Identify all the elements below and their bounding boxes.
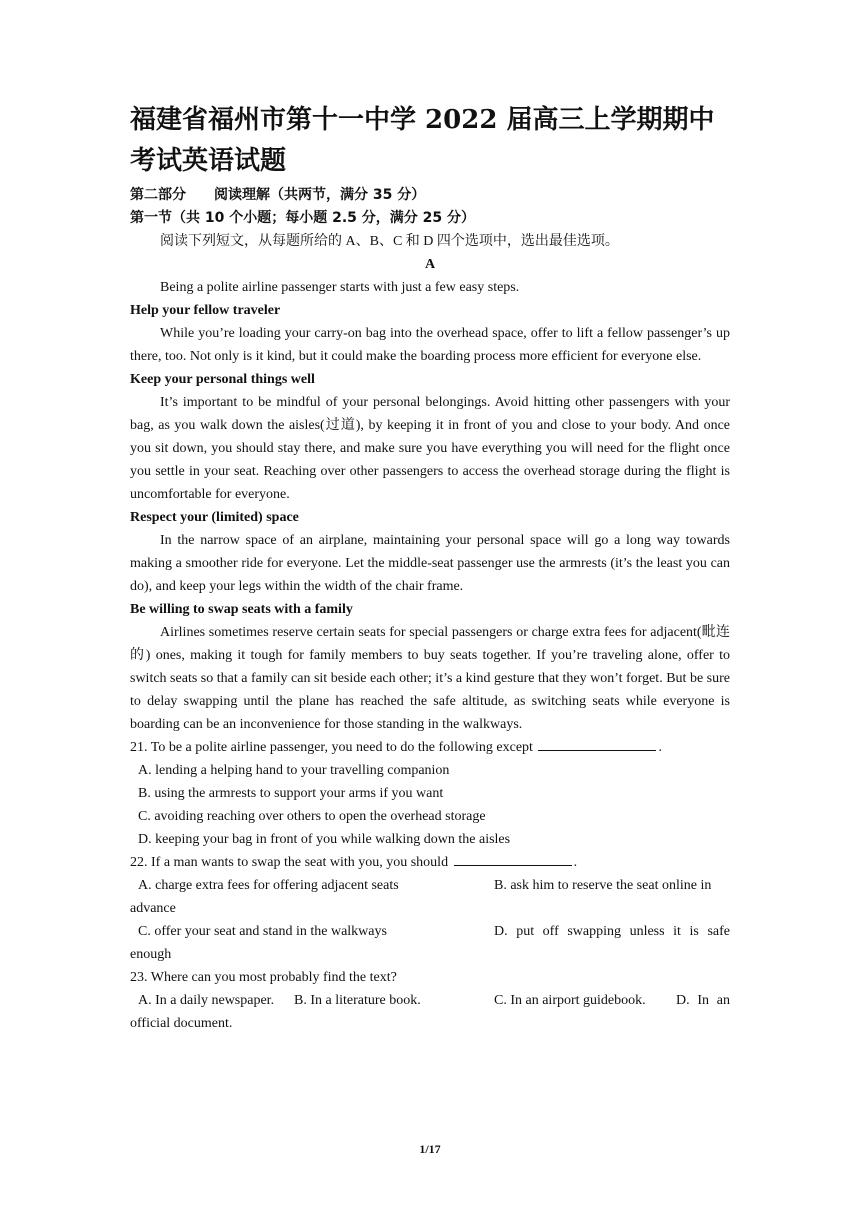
q22-option-b: B. ask him to reserve the seat online in: [494, 878, 712, 893]
question-22-stem: 22. If a man wants to swap the seat with you, you should: [130, 855, 449, 870]
question-21-stem: 21. To be a polite airline passenger, you need to do the following except: [130, 740, 533, 755]
section-heading-2: Keep your personal things well: [130, 372, 315, 387]
q23-option-d: D. In an: [676, 993, 730, 1008]
q21-option-b: B. using the armrests to support your arms if you want: [138, 786, 444, 801]
q23-option-d-continued: official document.: [130, 1016, 233, 1031]
q21-option-a: A. lending a helping hand to your travelling companion: [138, 763, 450, 778]
q22-option-b-continued: advance: [130, 901, 176, 916]
q23-options-row: [130, 989, 730, 1012]
question-22-end: .: [573, 855, 578, 870]
section-body-3: In the narrow space of an airplane, maintaining your personal space will go a long way towards making a smoother ride for everyone. Let the middle-seat passenger use the armrests (it’s the least you can do), and keep your legs within the width of the chair frame.: [130, 533, 730, 594]
part-heading: 第二部分 阅读理解（共两节，满分 35 分）: [130, 187, 426, 203]
section-heading-1: Help your fellow traveler: [130, 303, 281, 318]
q22-option-a: A. charge extra fees for offering adjacent seats: [138, 878, 399, 893]
q23-option-b: B. In a literature book.: [294, 993, 421, 1008]
section-body-4: Airlines sometimes reserve certain seats for special passengers or charge extra fees for adjacent(毗连的) ones, making it tough for family members to buy seats together. If you’re traveling alone, offer to switch seats so that a family can sit beside each other; it’s a kind gesture that they won’t forget. But be sure to delay swapping until the plane has reached the safe altitude, as switching seats while everyone is boarding can be an inconvenience for those standing in the walkways.: [130, 625, 730, 732]
question-21-end: .: [658, 740, 662, 755]
q22-option-d-continued: enough: [130, 947, 172, 962]
answer-blank: [454, 851, 572, 866]
passage-label: A: [424, 257, 436, 272]
q22-options-row-2: [130, 920, 730, 943]
question-21: [130, 736, 730, 759]
q23-option-a: A. In a daily newspaper.: [138, 993, 275, 1008]
section-heading: 第一节（共 10 个小题；每小题 2.5 分，满分 25 分）: [130, 210, 476, 226]
document-page: [130, 100, 730, 1035]
answer-blank: [538, 736, 656, 751]
q21-option-c: C. avoiding reaching over others to open the overhead storage: [138, 809, 486, 824]
q23-option-c: C. In an airport guidebook.: [494, 993, 646, 1008]
passage-intro: Being a polite airline passenger starts with just a few easy steps.: [160, 280, 520, 295]
question-22: [130, 851, 730, 874]
q22-option-c: C. offer your seat and stand in the walkways: [138, 924, 387, 939]
q22-option-d: D. put off swapping unless it is safe: [494, 924, 730, 939]
page-title: 福建省福州市第十一中学 2022 届高三上学期期中考试英语试题: [130, 105, 715, 176]
section-body-2: It’s important to be mindful of your personal belongings. Avoid hitting other passengers with your bag, as you walk down the aisles(过道), by keeping it in front of you and close to your body. And once you sit down, you should stay there, and make sure you have everything you will need for the flight once you settle in your seat. Reaching over other passengers to access the overhead storage during the flight is uncomfortable for everyone.: [130, 395, 730, 502]
section-body-1: While you’re loading your carry-on bag into the overhead space, offer to lift a fellow passenger’s up there, too. Not only is it kind, but it could make the boarding process more efficient for everyone else.: [130, 326, 730, 364]
q22-options-row-1: [130, 874, 730, 897]
section-heading-3: Respect your (limited) space: [130, 510, 299, 525]
section-heading-4: Be willing to swap seats with a family: [130, 602, 353, 617]
instruction: 阅读下列短文，从每题所给的 A、B、C 和 D 四个选项中，选出最佳选项。: [160, 234, 619, 249]
page-number: 1/17: [419, 1142, 441, 1156]
question-23: 23. Where can you most probably find the text?: [130, 970, 397, 985]
q21-option-d: D. keeping your bag in front of you while walking down the aisles: [138, 832, 511, 847]
